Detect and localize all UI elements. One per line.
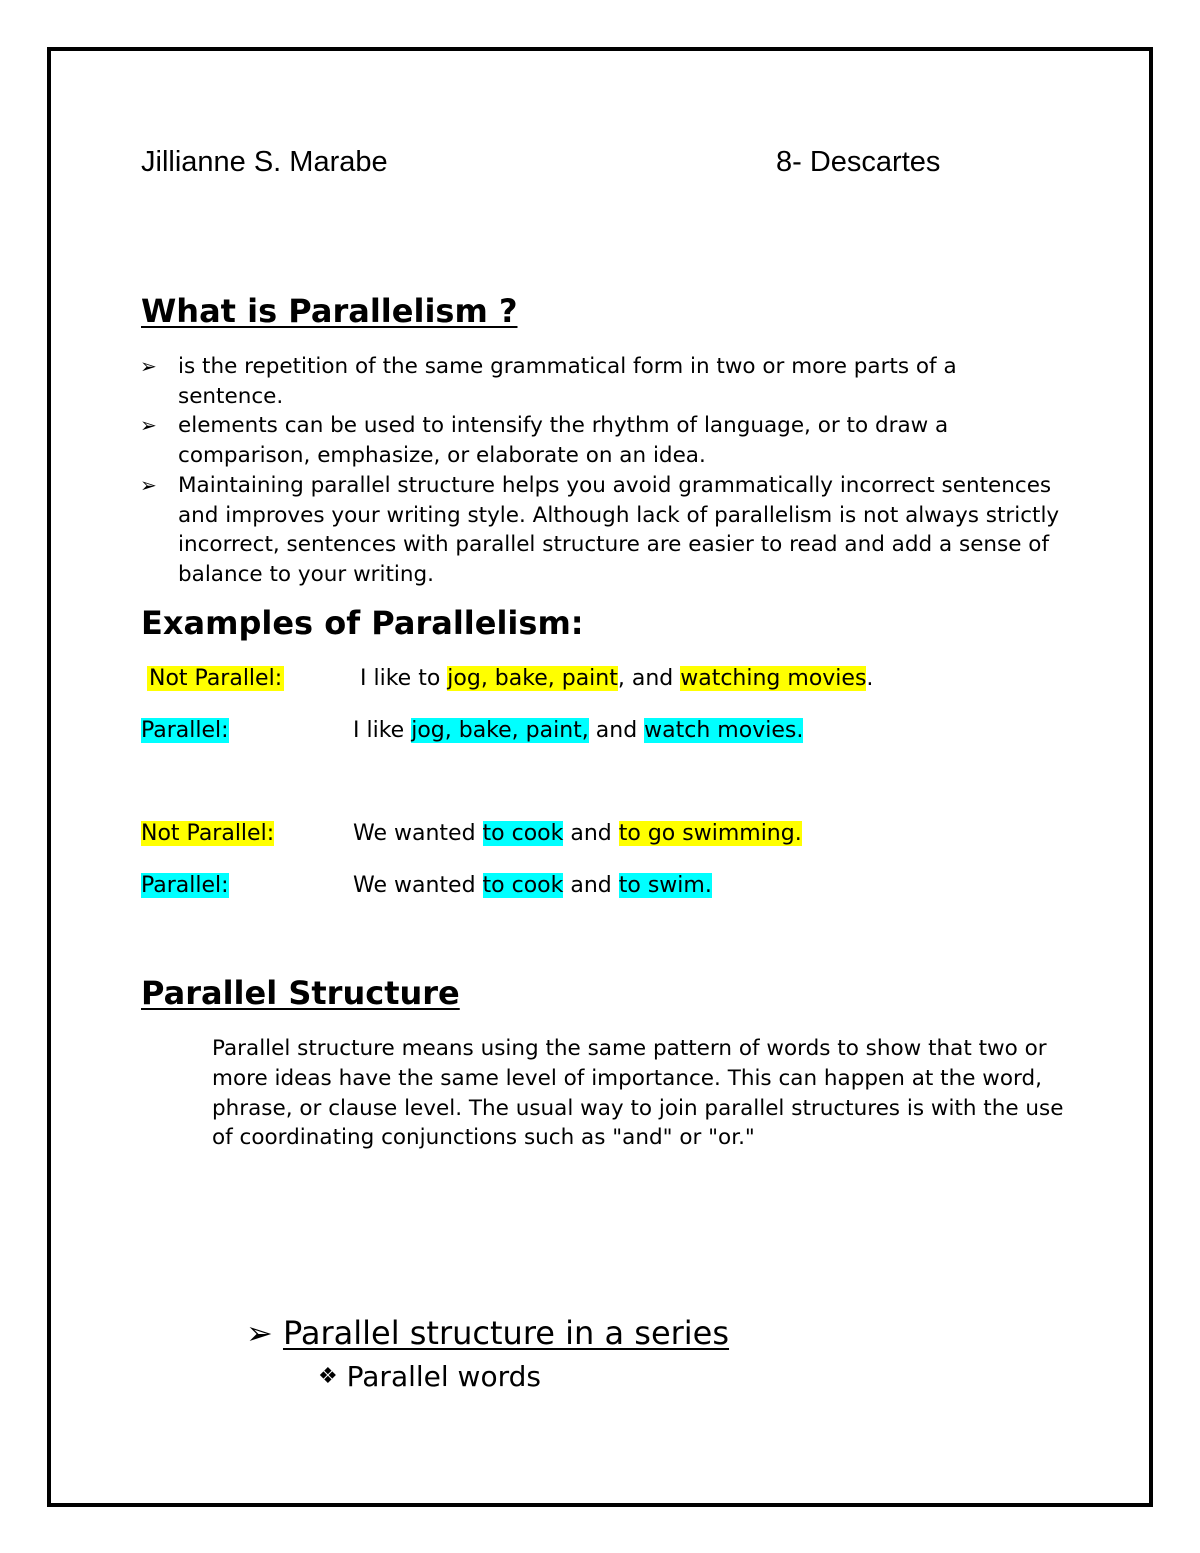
- example-label: Not Parallel:: [141, 821, 275, 846]
- highlight-phrase: jog, bake, paint,: [411, 718, 589, 743]
- arrow-bullet-icon: ➢: [246, 1314, 273, 1352]
- series-sub-item-text: Parallel words: [346, 1360, 541, 1393]
- definition-list: [140, 352, 1060, 590]
- highlight-phrase: to swim.: [618, 873, 712, 898]
- definition-text: is the repetition of the same grammatical form in two or more parts of a sentence.: [178, 354, 957, 409]
- definition-text: Maintaining parallel structure helps you avoid grammatically incorrect sentences and improves your writing style. Although lack of parallelism is not always strictly incorrect, sentences with parallel structure are easier to read and add a sense of balance to your writing.: [178, 472, 1060, 587]
- arrow-bullet-icon: ➢: [140, 472, 157, 497]
- definition-item: [140, 411, 1060, 470]
- arrow-bullet-icon: ➢: [140, 354, 157, 378]
- page-border: [47, 47, 1153, 1507]
- example-row: [141, 666, 961, 700]
- example-sentence: I like jog, bake, paint, and watch movies.: [353, 718, 804, 743]
- definition-item: [140, 471, 1060, 590]
- definition-item: [140, 352, 1060, 411]
- example-sentence: I like to jog, bake, paint, and watching movies.: [360, 666, 874, 691]
- highlight-phrase: to go swimming.: [618, 821, 802, 846]
- parallel-structure-paragraph: Parallel structure means using the same pattern of words to show that two or more ideas have the same level of importance. This can happen at the word, phrase, or clause level. The usual way to join parallel structures is with the use of coordinating conjunctions such as "and" or "or.": [212, 1036, 1064, 1151]
- highlight-phrase: watching movies: [680, 666, 867, 691]
- example-label: Parallel:: [141, 718, 229, 743]
- parallel-structure-title: Parallel Structure: [141, 974, 460, 1012]
- example-label: Parallel:: [141, 873, 229, 898]
- highlight-phrase: to cook: [482, 873, 564, 898]
- example-label: Not Parallel:: [149, 666, 283, 691]
- definition-text: elements can be used to intensify the rhythm of language, or to draw a comparison, emphasize, or elaborate on an idea.: [178, 413, 949, 469]
- student-name: Jillianne S. Marabe: [141, 146, 388, 178]
- class-section: 8- Descartes: [776, 146, 941, 178]
- example-sentence: We wanted to cook and to go swimming.: [353, 821, 802, 846]
- diamond-bullet-icon: ❖: [318, 1364, 338, 1389]
- examples-title: Examples of Parallelism:: [141, 604, 584, 642]
- example-row: [141, 821, 961, 855]
- series-sub-item: [318, 1360, 541, 1393]
- highlight-phrase: to cook: [482, 821, 564, 846]
- example-row: [141, 873, 961, 907]
- highlight-phrase: watch movies.: [644, 718, 804, 743]
- example-row: [141, 718, 961, 752]
- example-sentence: We wanted to cook and to swim.: [353, 873, 712, 898]
- series-heading-text: Parallel structure in a series: [282, 1314, 730, 1352]
- highlight-phrase: jog, bake, paint: [447, 666, 618, 691]
- series-heading: [246, 1314, 729, 1352]
- what-is-title: What is Parallelism ?: [141, 292, 518, 330]
- arrow-bullet-icon: ➢: [140, 413, 157, 438]
